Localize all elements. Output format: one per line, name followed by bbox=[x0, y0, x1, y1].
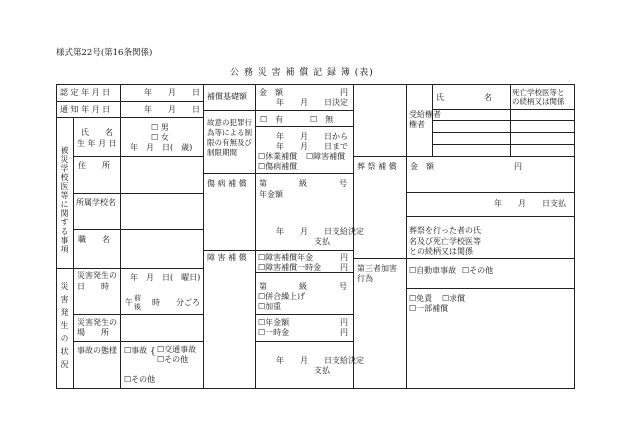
third-party-other-checkbox[interactable]: ☐その他 bbox=[462, 266, 494, 275]
funeral-amount-label: 金 額 bbox=[410, 162, 434, 171]
lump-amount-checkbox[interactable]: ☐一時金 bbox=[258, 328, 290, 337]
claim-checkbox[interactable]: ☐求償 bbox=[442, 294, 466, 303]
dis-paid-suffix: 支払 bbox=[314, 366, 330, 375]
disability-comp-label: 障 害 補 償 bbox=[207, 253, 247, 262]
accident-label: 事故の態様 bbox=[77, 346, 117, 355]
funeral-person-label: 葬祭を行った者の氏 bbox=[409, 226, 481, 235]
lump-yen: 円 bbox=[340, 328, 348, 337]
relation-label: 死亡学校医等と bbox=[512, 88, 565, 97]
restriction-no-checkbox[interactable]: ☐ 無 bbox=[310, 115, 334, 124]
name-label: 氏 名 bbox=[81, 128, 113, 137]
job-label: 職 名 bbox=[78, 235, 110, 244]
school-label: 所属学校名 bbox=[76, 198, 116, 207]
injury-paid-decision: 年 月 日支給決定 bbox=[276, 227, 364, 236]
injury-grade: 第 級 号 bbox=[259, 179, 347, 188]
funeral-paid-date: 年 月 日支払 bbox=[494, 199, 566, 208]
occ-place-label: 災害発生の bbox=[77, 318, 117, 327]
amount-label: 金 額 bbox=[259, 88, 283, 97]
third-party-label2: 行為 bbox=[357, 274, 373, 283]
occ-date-value: 年 月 日( 曜日) bbox=[130, 273, 201, 282]
dis-lump-checkbox[interactable]: ☐障害補償一時金 bbox=[258, 263, 322, 272]
funeral-comp-label: 葬 祭 補 償 bbox=[357, 162, 397, 171]
injury-comp-label: 傷 病 補 償 bbox=[207, 179, 247, 188]
ampm-am: 前 bbox=[134, 294, 141, 302]
occ-date-label: 災害発生の bbox=[77, 271, 117, 280]
sex-female-checkbox[interactable]: ☐ 女 bbox=[151, 133, 169, 142]
restriction-yes-checkbox[interactable]: ☐ 有 bbox=[260, 115, 284, 124]
address-label: 住 所 bbox=[78, 161, 110, 170]
funeral-person-label3: との続柄又は関係 bbox=[409, 247, 473, 256]
funeral-yen: 円 bbox=[514, 162, 522, 171]
sex-male-checkbox[interactable]: ☐ 男 bbox=[151, 123, 169, 132]
accident-bracket: { bbox=[150, 347, 156, 357]
accident-other-checkbox[interactable]: ☐その他 bbox=[157, 355, 189, 364]
occ-date-label2: 日 時 bbox=[77, 282, 109, 291]
restriction-from-date: 年 月 日から bbox=[276, 132, 348, 141]
injury-annual-amount: 年金額 bbox=[259, 190, 283, 199]
advance-checkbox[interactable]: ☐併合繰上げ bbox=[258, 292, 306, 301]
basic-amount-label: 補償基礎額 bbox=[207, 92, 247, 101]
recipient-label: 受給権者 bbox=[409, 110, 441, 119]
disaster-section-label: 災害発生の状況 bbox=[60, 282, 69, 373]
cert-date-value: 年 月 日 bbox=[144, 88, 200, 97]
annual-amount-checkbox[interactable]: ☐年金額 bbox=[258, 318, 290, 327]
accident-case-checkbox[interactable]: ☐事故 bbox=[124, 346, 148, 355]
cert-date-label: 認 定 年 月 日 bbox=[60, 88, 111, 97]
aggravate-checkbox[interactable]: ☐加重 bbox=[258, 302, 282, 311]
dis-paid-decision: 年 月 日支給決定 bbox=[276, 356, 364, 365]
victim-section-label: 被災学校医等に関する事項 bbox=[60, 146, 69, 254]
dis-pension-checkbox[interactable]: ☐障害補償年金 bbox=[258, 253, 314, 262]
birth-value: 年 月 日( 歳) bbox=[130, 143, 193, 152]
funeral-person-label2: 名及び死亡学校医等 bbox=[409, 237, 481, 246]
disability-comp-checkbox[interactable]: ☐障害補償 bbox=[306, 152, 346, 161]
recipient-label2: 権者 bbox=[409, 120, 425, 129]
partial-comp-checkbox[interactable]: ☐一部補償 bbox=[409, 304, 449, 313]
dis-pension-yen: 円 bbox=[340, 253, 348, 262]
auto-accident-checkbox[interactable]: ☐自動車事故 bbox=[409, 266, 457, 275]
birth-label: 生 年 月 日 bbox=[77, 139, 117, 148]
third-party-label: 第三者加害 bbox=[357, 264, 397, 273]
dis-grade: 第 級 号 bbox=[259, 282, 347, 291]
notice-date-value: 年 月 日 bbox=[144, 105, 200, 114]
relation-label2: の続柄又は関係 bbox=[512, 97, 565, 106]
dis-lump-yen: 円 bbox=[340, 263, 348, 272]
leave-comp-checkbox[interactable]: ☐休業補償 bbox=[258, 152, 298, 161]
ampm-prefix: 午 bbox=[125, 298, 133, 307]
occ-place-label2: 場 所 bbox=[77, 328, 109, 337]
recipient-name-label: 氏 名 bbox=[436, 93, 492, 102]
form-number: 様式第22号(第16条関係) bbox=[56, 48, 153, 58]
time-value: 時 分ごろ bbox=[152, 298, 200, 307]
accident-traffic-checkbox[interactable]: ☐交通事故 bbox=[157, 345, 197, 354]
crime-restriction-label: 故意の犯罪行為等による制限の有無及び制限期間 bbox=[207, 118, 252, 157]
notice-date-label: 通 知 年 月 日 bbox=[60, 105, 111, 114]
accident-other2-checkbox[interactable]: ☐その他 bbox=[124, 375, 156, 384]
decided-date: 年 月 日決定 bbox=[276, 98, 348, 107]
yen-unit: 円 bbox=[340, 88, 348, 97]
ampm-pm: 後 bbox=[134, 303, 141, 311]
injury-comp-checkbox[interactable]: ☐傷病補償 bbox=[258, 162, 298, 171]
injury-paid-suffix: 支払 bbox=[314, 237, 330, 246]
restriction-to-date: 年 月 日まで bbox=[276, 142, 348, 151]
annual-yen: 円 bbox=[340, 318, 348, 327]
page-title: 公 務 災 害 補 償 記 録 簿 (表) bbox=[230, 68, 374, 78]
exempt-checkbox[interactable]: ☐免責 bbox=[409, 294, 433, 303]
